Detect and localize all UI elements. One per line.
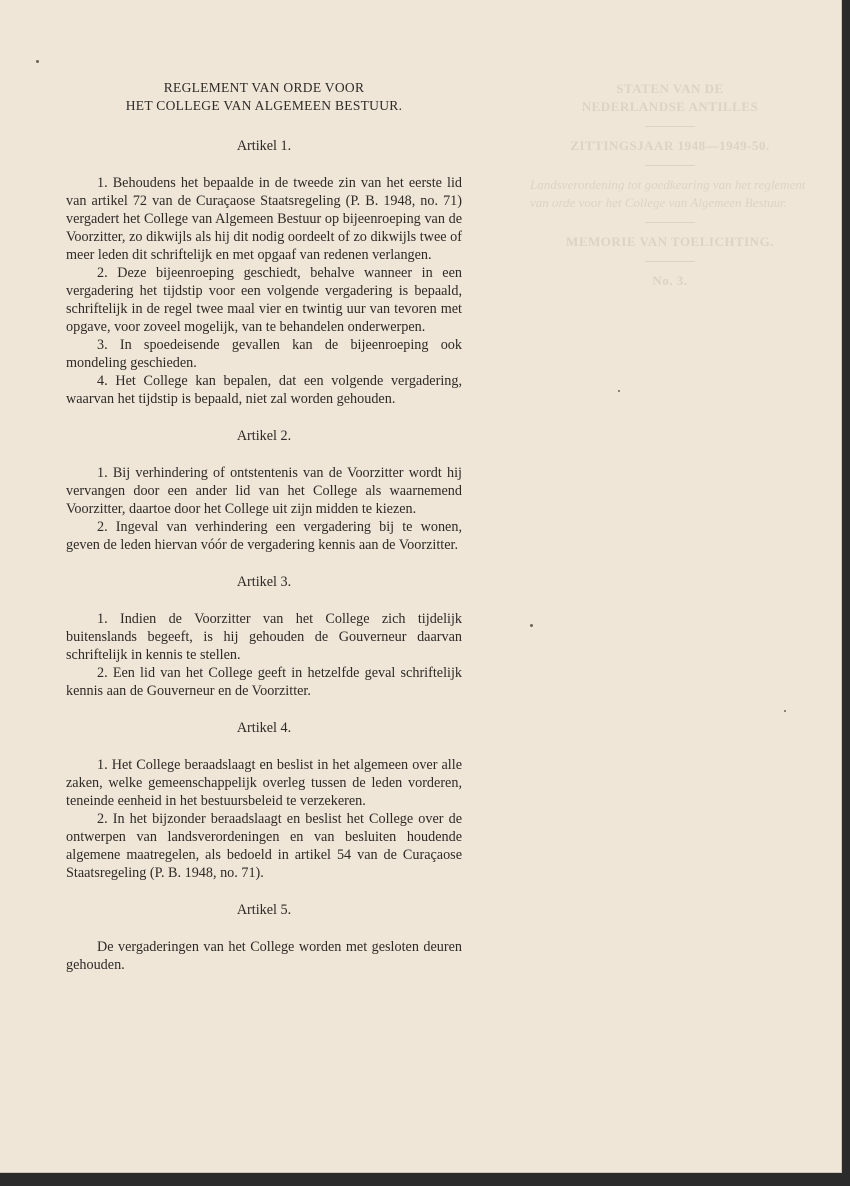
show-through-rule xyxy=(645,165,695,166)
show-through-text xyxy=(520,80,820,290)
document-body xyxy=(66,79,462,974)
article-paragraph: 1. Behoudens het bepaalde in de tweede zin van het eerste lid van artikel 72 van de Curaçaose Staatsregeling (P. B. 1948, no. 71) vergadert het College van Algemeen Bestuur op bijeenroeping van de Voorzitter, zo dikwijls als hij dit nodig oordeelt of zo dikwijls twee of meer leden dit schriftelijk en met opgaaf van redenen verlangen. xyxy=(66,175,462,263)
article-heading: Artikel 5. xyxy=(236,902,292,918)
article-paragraph: 1. Het College beraadslaagt en beslist in het algemeen over alle zaken, welke gemeenschappelijk overleg tussen de leden vorderen, teneinde eenheid in het bestuursbeleid te verzekeren. xyxy=(66,757,462,809)
article-paragraph: 4. Het College kan bepalen, dat een volgende vergadering, waarvan het tijdstip is bepaald, niet zal worden gehouden. xyxy=(66,373,462,407)
article-heading: Artikel 2. xyxy=(236,428,292,444)
show-through-line1: STATEN VAN DE xyxy=(616,81,724,96)
article-paragraph: 1. Bij verhindering of ontstentenis van de Voorzitter wordt hij vervangen door een ander lid van het College als waarnemend Voorzitter, daartoe door het College uit zijn midden te kiezen. xyxy=(66,465,462,517)
paper-speck xyxy=(784,710,786,712)
article-body xyxy=(66,174,462,408)
show-through-rule xyxy=(645,261,695,262)
paper-speck xyxy=(36,60,39,63)
show-through-subject: Landsverordening tot goedkeuring van het reglement van orde voor het College van Algemeen Bestuur. xyxy=(530,177,806,210)
show-through-number: No. 3. xyxy=(652,273,688,288)
article-body xyxy=(66,464,462,554)
article-body xyxy=(66,610,462,700)
article-paragraph: 2. Een lid van het College geeft in hetzelfde geval schriftelijk kennis aan de Gouverneur en de Voorzitter. xyxy=(66,665,462,699)
article-heading: Artikel 3. xyxy=(236,574,292,590)
show-through-memo: MEMORIE VAN TOELICHTING. xyxy=(566,234,774,249)
article-paragraph: 3. In spoedeisende gevallen kan de bijeenroeping ook mondeling geschieden. xyxy=(66,337,462,371)
article-paragraph: 1. Indien de Voorzitter van het College zich tijdelijk buitenslands begeeft, is hij gehouden de Gouverneur daarvan schriftelijk in kennis te stellen. xyxy=(66,611,462,663)
paper-speck xyxy=(530,624,533,627)
paper-speck xyxy=(618,390,620,392)
article-heading: Artikel 1. xyxy=(236,138,292,154)
article-body xyxy=(66,756,462,882)
article-heading: Artikel 4. xyxy=(236,720,292,736)
article-paragraph: 2. Deze bijeenroeping geschiedt, behalve wanneer in een vergadering het tijdstip voor een volgende vergadering is bepaald, schriftelijk in de regel twee maal vier en twintig uur van tevoren met opgave, voor zoveel mogelijk, van te behandelen onderwerpen. xyxy=(66,265,462,335)
show-through-session: ZITTINGSJAAR 1948—1949-50. xyxy=(570,138,770,153)
show-through-rule xyxy=(645,222,695,223)
article-paragraph: 2. Ingeval van verhindering een vergadering bij te wonen, geven de leden hiervan vóór de vergadering kennis aan de Voorzitter. xyxy=(66,519,462,553)
document-title-line2: HET COLLEGE VAN ALGEMEEN BESTUUR. xyxy=(125,98,403,113)
document-title-line1: REGLEMENT VAN ORDE VOOR xyxy=(163,80,365,95)
show-through-rule xyxy=(645,126,695,127)
article-body xyxy=(66,938,462,974)
article-paragraph: De vergaderingen van het College worden met gesloten deuren gehouden. xyxy=(66,939,462,973)
article-paragraph: 2. In het bijzonder beraadslaagt en beslist het College over de ontwerpen van landsverordeningen en van besluiten houdende algemene maatregelen, als bedoeld in artikel 54 van de Curaçaose Staatsregeling (P. B. 1948, no. 71). xyxy=(66,811,462,881)
show-through-line2: NEDERLANDSE ANTILLES xyxy=(581,99,759,114)
